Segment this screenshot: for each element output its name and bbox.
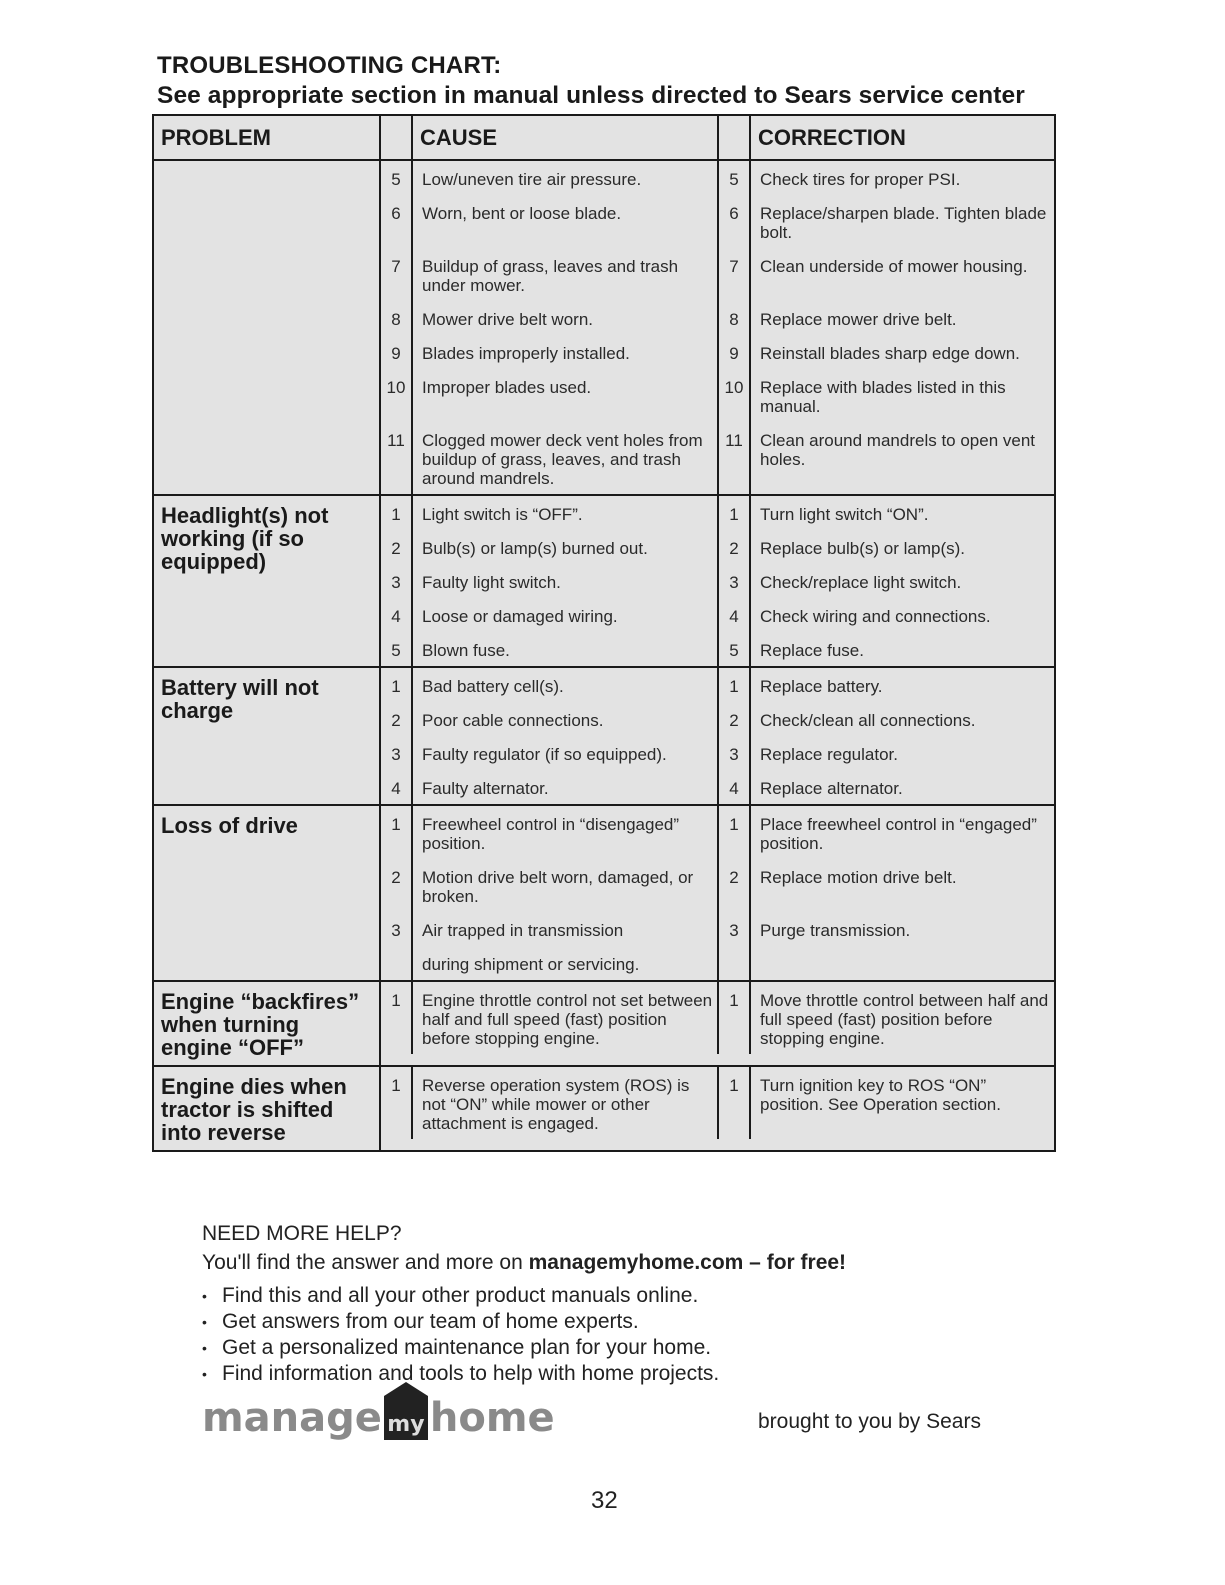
table-row [381,161,1054,195]
table-row [381,632,1054,666]
problem-cell: Engine “backfires” when turning engine “OFF” [154,982,381,1065]
cause-number: 3 [381,564,413,598]
correction-cell: Replace battery. [760,677,883,696]
cause-cell: Worn, bent or loose blade. [413,195,719,248]
correction-number: 1 [719,1067,751,1139]
correction-cell: Replace regulator. [760,745,898,764]
table-row [381,946,1054,980]
help-line [202,1251,846,1275]
correction-number: 2 [719,530,751,564]
correction-number: 11 [719,422,751,494]
correction-number: 2 [719,702,751,736]
managemyhome-logo [202,1393,555,1443]
problem-group [154,1067,1054,1150]
cause-number: 10 [381,369,413,422]
correction-cell: Place freewheel control in “engaged” position. [760,815,1037,853]
table-row [381,496,1054,530]
cause-number: 2 [381,530,413,564]
table-header [154,116,1054,161]
cause-number: 1 [381,806,413,859]
correction-number: 5 [719,161,751,195]
correction-cell: Check/clean all connections. [760,711,976,730]
cause-cell: Bad battery cell(s). [413,668,719,702]
correction-number: 5 [719,632,751,666]
correction-number: 7 [719,248,751,301]
correction-cell: Replace with blades listed in this manual. [760,378,1006,416]
cause-number: 1 [381,1067,413,1139]
table-row [381,301,1054,335]
table-row [381,335,1054,369]
correction-number: 1 [719,806,751,859]
correction-number: 9 [719,335,751,369]
table-row [381,859,1054,912]
correction-number: 3 [719,912,751,946]
table-row [381,195,1054,248]
table-row [381,806,1054,859]
cause-cell: Blown fuse. [413,632,719,666]
cause-cell: Engine throttle control not set between half and full speed (fast) position before stopping engine. [413,982,719,1054]
help-bullet-text: Get answers from our team of home experts. [222,1309,639,1333]
cause-number: 6 [381,195,413,248]
correction-number: 1 [719,668,751,702]
cause-cell: Faulty light switch. [413,564,719,598]
problem-cell: Headlight(s) not working (if so equipped) [154,496,381,666]
cause-number: 1 [381,668,413,702]
troubleshooting-table [152,114,1056,1152]
cause-cell: Poor cable connections. [413,702,719,736]
correction-number: 2 [719,859,751,912]
cause-number: 3 [381,912,413,946]
cause-cell: Motion drive belt worn, damaged, or broken. [413,859,719,912]
help-bullet-item [202,1335,719,1361]
bullet-icon: • [202,1287,207,1304]
correction-cell: Reinstall blades sharp edge down. [760,344,1020,363]
help-bullet-item [202,1361,719,1387]
header-correction-number [719,116,751,159]
correction-number: 1 [719,982,751,1054]
problem-group [154,161,1054,496]
correction-number: 3 [719,736,751,770]
correction-cell: Replace/sharpen blade. Tighten blade bolt. [760,204,1047,242]
bullet-icon: • [202,1339,207,1356]
cause-number: 5 [381,632,413,666]
correction-number: 3 [719,564,751,598]
correction-number: 10 [719,369,751,422]
correction-cell: Check/replace light switch. [760,573,962,592]
cause-number: 8 [381,301,413,335]
correction-number: 4 [719,770,751,804]
cause-number: 2 [381,702,413,736]
help-line-prefix: You'll find the answer and more on [202,1251,529,1274]
logo-house-icon [384,1396,428,1440]
cause-cell: Faulty regulator (if so equipped). [413,736,719,770]
correction-number [719,946,751,980]
cause-number: 4 [381,770,413,804]
cause-number: 7 [381,248,413,301]
table-row [381,668,1054,702]
correction-number: 6 [719,195,751,248]
cause-cell: Mower drive belt worn. [413,301,719,335]
problem-group [154,806,1054,982]
problem-cell: Engine dies when tractor is shifted into reverse [154,1067,381,1150]
correction-cell: Purge transmission. [760,921,911,940]
table-row [381,912,1054,946]
correction-cell: Turn ignition key to ROS “ON” position. See Operation section. [760,1076,1001,1114]
correction-cell: Check wiring and connections. [760,607,991,626]
problem-group [154,982,1054,1067]
page-number: 32 [591,1487,618,1514]
cause-cell: Blades improperly installed. [413,335,719,369]
bullet-icon: • [202,1365,207,1382]
logo-text-home: home [429,1395,555,1441]
help-website-link[interactable]: managemyhome.com – for free! [528,1251,847,1274]
brought-by-text: brought to you by Sears [758,1410,981,1433]
cause-cell: Clogged mower deck vent holes from buildup of grass, leaves, and trash around mandrels. [413,422,719,494]
cause-cell: Bulb(s) or lamp(s) burned out. [413,530,719,564]
table-row [381,422,1054,494]
correction-cell [751,946,1054,980]
table-row [381,770,1054,804]
table-row [381,598,1054,632]
help-bullet-list [202,1283,719,1387]
bullet-icon: • [202,1313,207,1330]
problem-cell: Battery will not charge [154,668,381,804]
logo-text-my: my [387,1412,425,1437]
correction-cell: Check tires for proper PSI. [760,170,961,189]
correction-cell: Replace fuse. [760,641,864,660]
help-title: NEED MORE HELP? [202,1222,402,1245]
help-bullet-text: Find information and tools to help with home projects. [222,1361,720,1385]
correction-cell: Move throttle control between half and full speed (fast) position before stopping engine. [760,991,1049,1048]
header-problem: PROBLEM [154,116,381,159]
cause-number: 5 [381,161,413,195]
help-bullet-text: Get a personalized maintenance plan for your home. [222,1335,712,1359]
correction-cell: Turn light switch “ON”. [760,505,929,524]
help-bullet-item [202,1309,719,1335]
cause-cell: Freewheel control in “disengaged” position. [413,806,719,859]
cause-number: 3 [381,736,413,770]
chart-subtitle: See appropriate section in manual unless directed to Sears service center [157,82,1025,109]
cause-cell: Buildup of grass, leaves and trash under mower. [413,248,719,301]
correction-cell: Replace bulb(s) or lamp(s). [760,539,966,558]
problem-cell: Loss of drive [154,806,381,980]
table-row [381,564,1054,598]
chart-title: TROUBLESHOOTING CHART: [157,52,502,79]
correction-cell: Replace alternator. [760,779,903,798]
cause-cell: Improper blades used. [413,369,719,422]
cause-number [381,946,413,980]
cause-number: 1 [381,496,413,530]
help-bullet-text: Find this and all your other product manuals online. [222,1284,699,1307]
cause-number: 4 [381,598,413,632]
header-cause: CAUSE [413,116,719,159]
cause-cell: Low/uneven tire air pressure. [413,161,719,195]
help-bullet-item [202,1283,719,1309]
correction-number: 8 [719,301,751,335]
cause-number: 9 [381,335,413,369]
correction-cell: Clean underside of mower housing. [760,257,1028,276]
table-row [381,1067,1054,1139]
correction-cell: Replace mower drive belt. [760,310,957,329]
table-row [381,530,1054,564]
table-row [381,702,1054,736]
correction-number: 1 [719,496,751,530]
cause-cell: Faulty alternator. [413,770,719,804]
cause-number: 2 [381,859,413,912]
table-row [381,982,1054,1054]
header-correction: CORRECTION [758,124,906,150]
header-cause-number [381,116,413,159]
table-row [381,248,1054,301]
cause-cell: Air trapped in transmission [413,912,719,946]
problem-group [154,496,1054,668]
table-row [381,736,1054,770]
problem-group [154,668,1054,806]
cause-cell: during shipment or servicing. [413,946,719,980]
table-body [154,161,1054,1150]
cause-cell: Light switch is “OFF”. [413,496,719,530]
cause-number: 1 [381,982,413,1054]
correction-cell: Replace motion drive belt. [760,868,957,887]
table-row [381,369,1054,422]
correction-cell: Clean around mandrels to open vent holes. [760,431,1036,469]
cause-cell: Loose or damaged wiring. [413,598,719,632]
cause-cell: Reverse operation system (ROS) is not “ON” while mower or other attachment is engaged. [413,1067,719,1139]
problem-cell [154,161,381,494]
correction-number: 4 [719,598,751,632]
logo-text-manage: manage [202,1395,382,1441]
cause-number: 11 [381,422,413,494]
